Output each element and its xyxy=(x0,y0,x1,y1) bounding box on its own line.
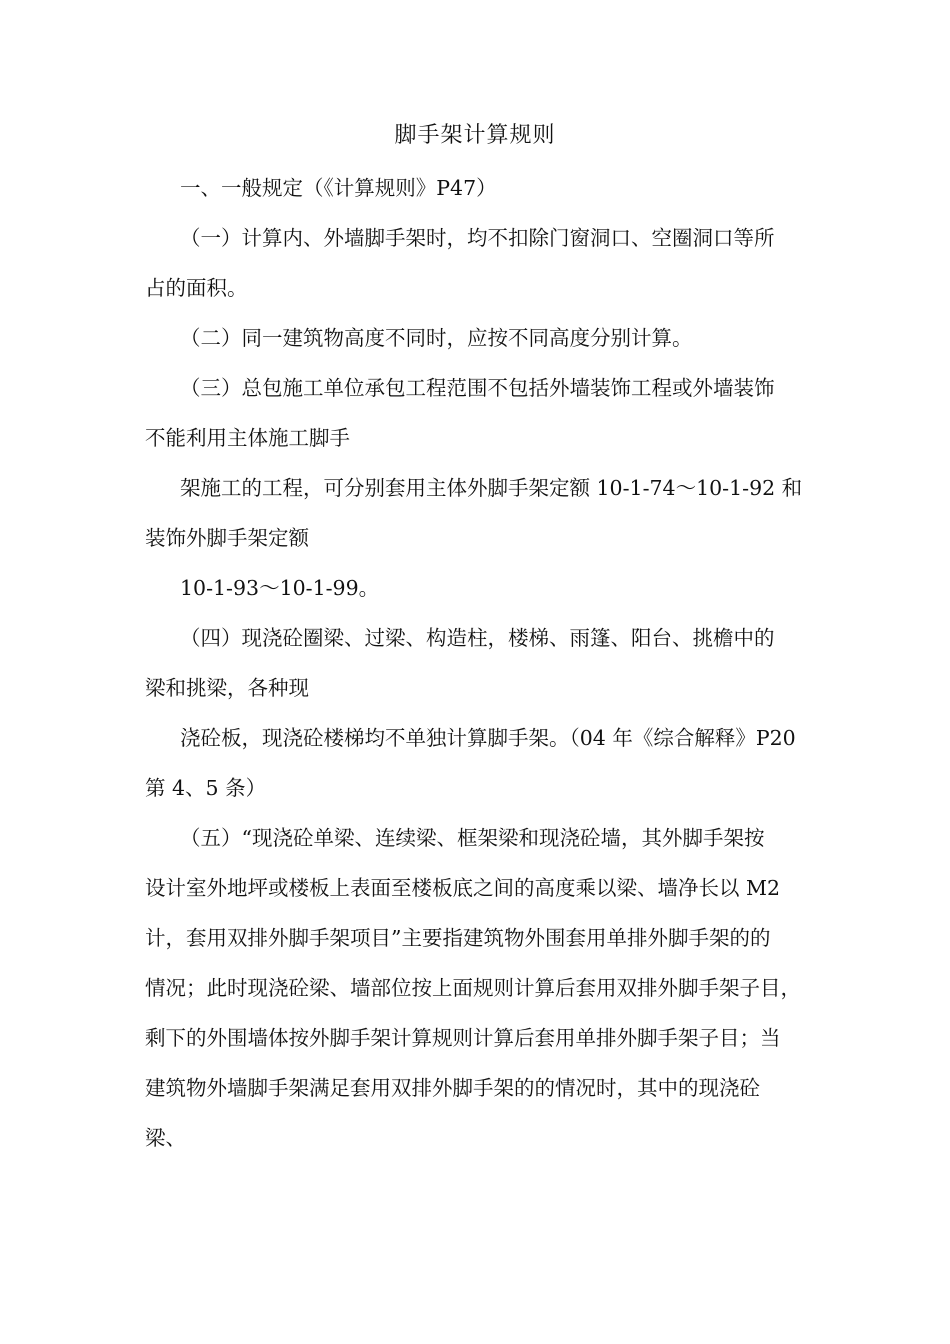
text-line: （二）同一建筑物高度不同时，应按不同高度分别计算。 xyxy=(180,326,693,350)
text-line: 装饰外脚手架定额 xyxy=(145,526,309,550)
text-line: 设计室外地坪或楼板上表面至楼板底之间的高度乘以梁、墙净长以 M2 xyxy=(145,876,781,900)
text-line: 梁和挑梁，各种现 xyxy=(145,676,309,700)
text-line: （一）计算内、外墙脚手架时，均不扣除门窗洞口、空圈洞口等所 xyxy=(180,226,775,250)
text-line: （四）现浇砼圈梁、过梁、构造柱，楼梯、雨篷、阳台、挑檐中的 xyxy=(180,626,775,650)
page-title: 脚手架计算规则 xyxy=(394,123,556,148)
text-line: 架施工的工程，可分别套用主体外脚手架定额 10-1-74～10-1-92 和 xyxy=(180,476,803,500)
text-line: 剩下的外围墙体按外脚手架计算规则计算后套用单排外脚手架子目；当 xyxy=(145,1026,781,1050)
text-line: 第 4、5 条） xyxy=(145,776,267,800)
text-line: 梁、 xyxy=(145,1126,186,1150)
text-line: 建筑物外墙脚手架满足套用双排外脚手架的的情况时，其中的现浇砼 xyxy=(145,1076,760,1100)
text-line: 10-1-93～10-1-99。 xyxy=(180,576,380,600)
text-line: 浇砼板，现浇砼楼梯均不单独计算脚手架。（04 年《综合解释》P20 xyxy=(180,726,796,750)
text-line: （五）“现浇砼单梁、连续梁、框架梁和现浇砼墙，其外脚手架按 xyxy=(180,826,765,850)
text-line: 计，套用双排外脚手架项目”主要指建筑物外围套用单排外脚手架的的 xyxy=(145,926,771,950)
section-heading: 一、一般规定（《计算规则》P47） xyxy=(180,176,497,200)
text-line: 不能利用主体施工脚手 xyxy=(145,426,350,450)
text-line: 占的面积。 xyxy=(145,276,248,300)
text-line: （三）总包施工单位承包工程范围不包括外墙装饰工程或外墙装饰 xyxy=(180,376,775,400)
text-line: 情况；此时现浇砼梁、墙部位按上面规则计算后套用双排外脚手架子目， xyxy=(145,976,801,1000)
